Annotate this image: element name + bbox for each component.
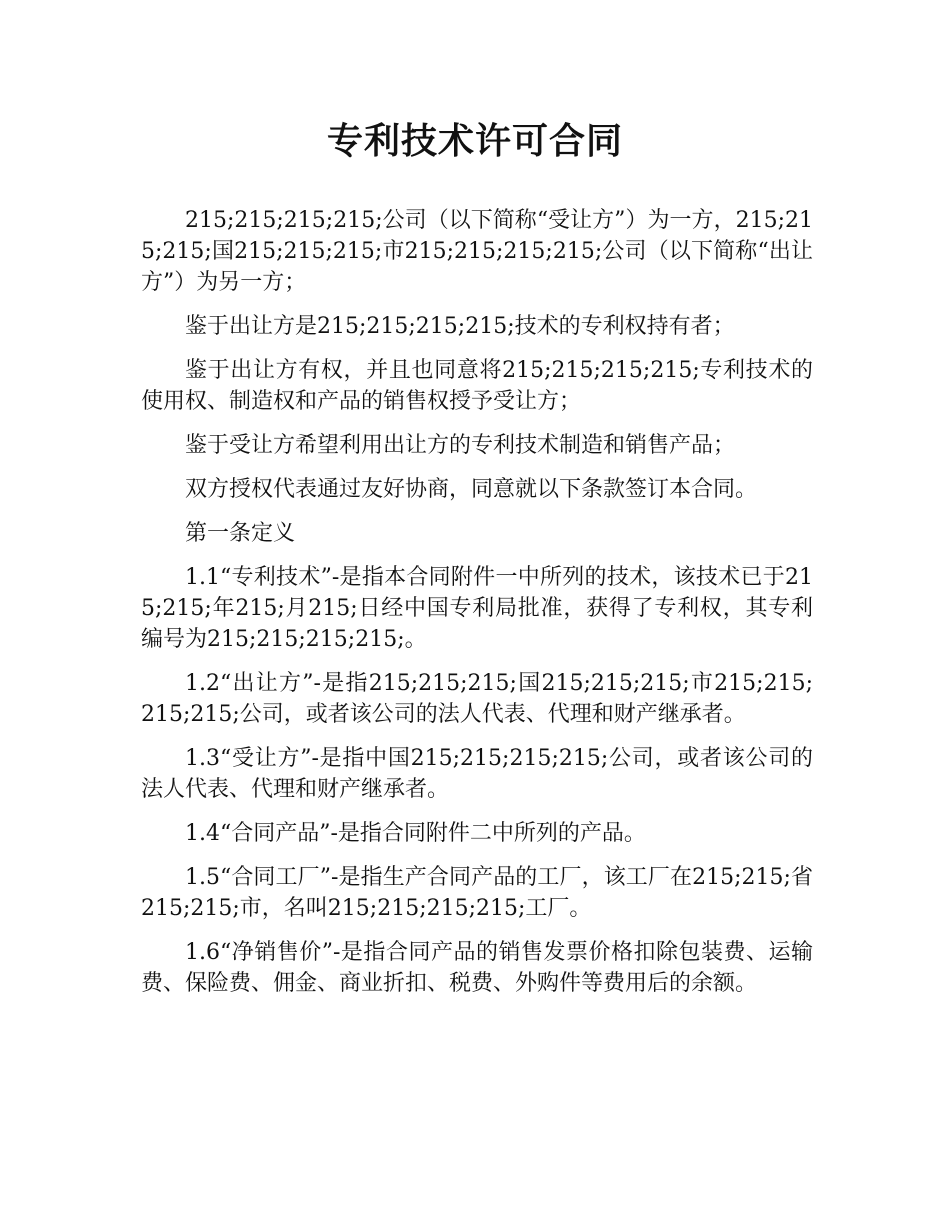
article-heading-definitions: 第一条定义 bbox=[185, 521, 296, 546]
clause-1-3: 1.3“受让方”-是指中国215;215;215;215;公司，或者该公司的法人代表、代理和财产继承者。 bbox=[141, 746, 813, 802]
paragraph-whereas-patent-holder: 鉴于出让方是215;215;215;215;技术的专利权持有者； bbox=[185, 314, 735, 339]
paragraph-whereas-licensee-wish: 鉴于受让方希望利用出让方的专利技术制造和销售产品； bbox=[185, 433, 736, 458]
clause-1-5: 1.5“合同工厂”-是指生产合同产品的工厂，该工厂在215;215;省215;215;市，名叫215;215;215;215;工厂。 bbox=[141, 865, 813, 921]
document-title: 专利技术许可合同 bbox=[326, 121, 623, 162]
paragraph-preamble-parties: 215;215;215;215;公司（以下简称“受让方”）为一方，215;215;215;国215;215;215;市215;215;215;215;公司（以下简称“出让方”）为另一方； bbox=[141, 208, 813, 295]
paragraph-whereas-grant-rights: 鉴于出让方有权，并且也同意将215;215;215;215;专利技术的使用权、制造权和产品的销售权授予受让方； bbox=[141, 358, 813, 414]
document-body bbox=[141, 205, 813, 1012]
paragraph-agreement-statement: 双方授权代表通过友好协商，同意就以下条款签订本合同。 bbox=[185, 477, 758, 502]
clause-1-4: 1.4“合同产品”-是指合同附件二中所列的产品。 bbox=[185, 821, 646, 846]
clause-1-6: 1.6“净销售价”-是指合同产品的销售发票价格扣除包装费、运输费、保险费、佣金、商业折扣、税费、外购件等费用后的余额。 bbox=[141, 940, 813, 996]
clause-1-2: 1.2“出让方”-是指215;215;215;国215;215;215;市215;215;215;215;公司，或者该公司的法人代表、代理和财产继承者。 bbox=[141, 671, 813, 727]
clause-1-1: 1.1“专利技术”-是指本合同附件一中所列的技术，该技术已于215;215;年215;月215;日经中国专利局批准，获得了专利权，其专利编号为215;215;215;215;。 bbox=[141, 565, 813, 652]
